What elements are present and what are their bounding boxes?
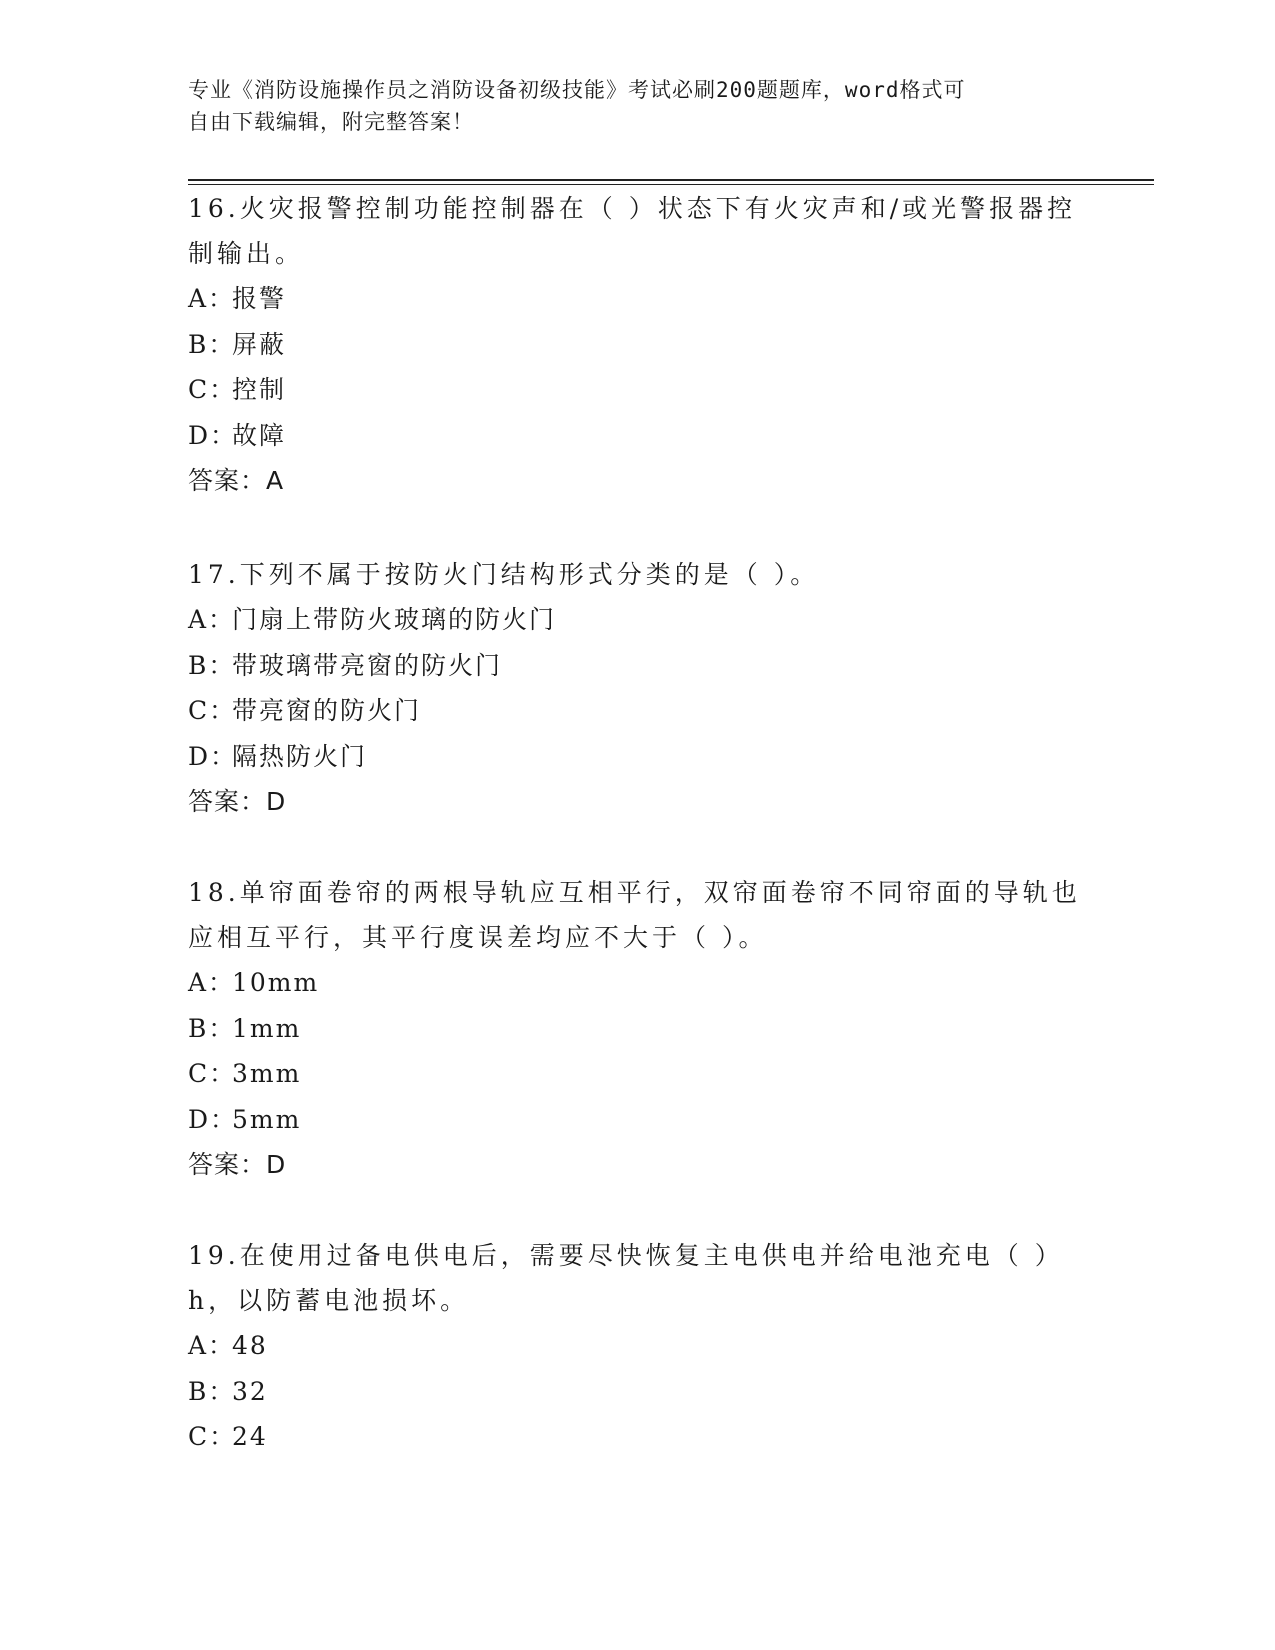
option-key: C： <box>188 696 237 726</box>
answer-text: 答案：D <box>188 787 287 817</box>
answer-text: 答案：A <box>188 466 285 496</box>
option-key: A： <box>188 968 236 997</box>
option-text: 报警 <box>232 284 287 313</box>
question-stem: 18.单帘面卷帘的两根导轨应互相平行，双帘面卷帘不同帘面的导轨也应相互平行，其平行度误差均应不大于（ ）。 <box>188 878 1081 952</box>
option-key: D： <box>188 420 238 450</box>
question-16 <box>188 186 1088 503</box>
option-text: 带亮窗的防火门 <box>232 696 422 726</box>
option-a <box>188 1323 1088 1369</box>
option-b <box>188 322 1088 368</box>
option-d <box>188 1097 1088 1143</box>
option-key: A： <box>188 284 236 313</box>
option-c <box>188 1414 1088 1460</box>
header-line-1: 专业《消防设施操作员之消防设备初级技能》考试必刷200题题库，word格式可 <box>188 78 966 102</box>
option-c <box>188 1051 1088 1097</box>
option-text: 控制 <box>232 375 287 405</box>
question-19 <box>188 1233 1088 1460</box>
option-text: 32 <box>232 1376 268 1406</box>
document-header <box>188 74 1088 138</box>
option-text: 屏蔽 <box>232 329 287 359</box>
answer-text: 答案：D <box>188 1150 287 1180</box>
option-text: 1mm <box>232 1013 302 1043</box>
option-text: 故障 <box>232 420 287 450</box>
option-text: 48 <box>232 1331 268 1360</box>
option-key: D： <box>188 741 238 771</box>
option-text: 10mm <box>232 968 320 997</box>
option-text: 隔热防火门 <box>232 741 368 771</box>
option-text: 5mm <box>232 1104 302 1134</box>
option-key: C： <box>188 375 237 405</box>
option-key: B： <box>188 1013 236 1043</box>
option-key: C： <box>188 1422 237 1452</box>
option-d <box>188 413 1088 459</box>
option-key: D： <box>188 1104 238 1134</box>
option-key: B： <box>188 650 236 680</box>
question-stem: 19.在使用过备电供电后，需要尽快恢复主电供电并给电池充电（ ）h，以防蓄电池损坏。 <box>188 1241 1064 1315</box>
option-b <box>188 1006 1088 1052</box>
option-key: B： <box>188 1376 236 1406</box>
option-key: B： <box>188 329 236 359</box>
header-divider-thin <box>188 184 1154 185</box>
option-a <box>188 960 1088 1006</box>
option-text: 24 <box>232 1422 268 1452</box>
option-d <box>188 734 1088 780</box>
option-key: A： <box>188 1331 236 1360</box>
option-text: 3mm <box>232 1059 302 1089</box>
option-c <box>188 367 1088 413</box>
question-17 <box>188 552 1088 824</box>
option-text: 门扇上带防火玻璃的防火门 <box>232 605 557 634</box>
option-a <box>188 276 1088 322</box>
question-18 <box>188 870 1088 1187</box>
option-text: 带玻璃带亮窗的防火门 <box>232 650 503 680</box>
option-key: C： <box>188 1059 237 1089</box>
option-b <box>188 643 1088 689</box>
header-divider-thick <box>188 179 1154 181</box>
question-stem: 17.下列不属于按防火门结构形式分类的是（ ）。 <box>188 560 820 589</box>
option-a <box>188 597 1088 643</box>
header-line-2: 自由下载编辑，附完整答案！ <box>188 110 474 134</box>
question-stem: 16.火灾报警控制功能控制器在（ ）状态下有火灾声和/或光警报器控制输出。 <box>188 194 1077 268</box>
option-b <box>188 1369 1088 1415</box>
option-key: A： <box>188 605 236 634</box>
option-c <box>188 688 1088 734</box>
